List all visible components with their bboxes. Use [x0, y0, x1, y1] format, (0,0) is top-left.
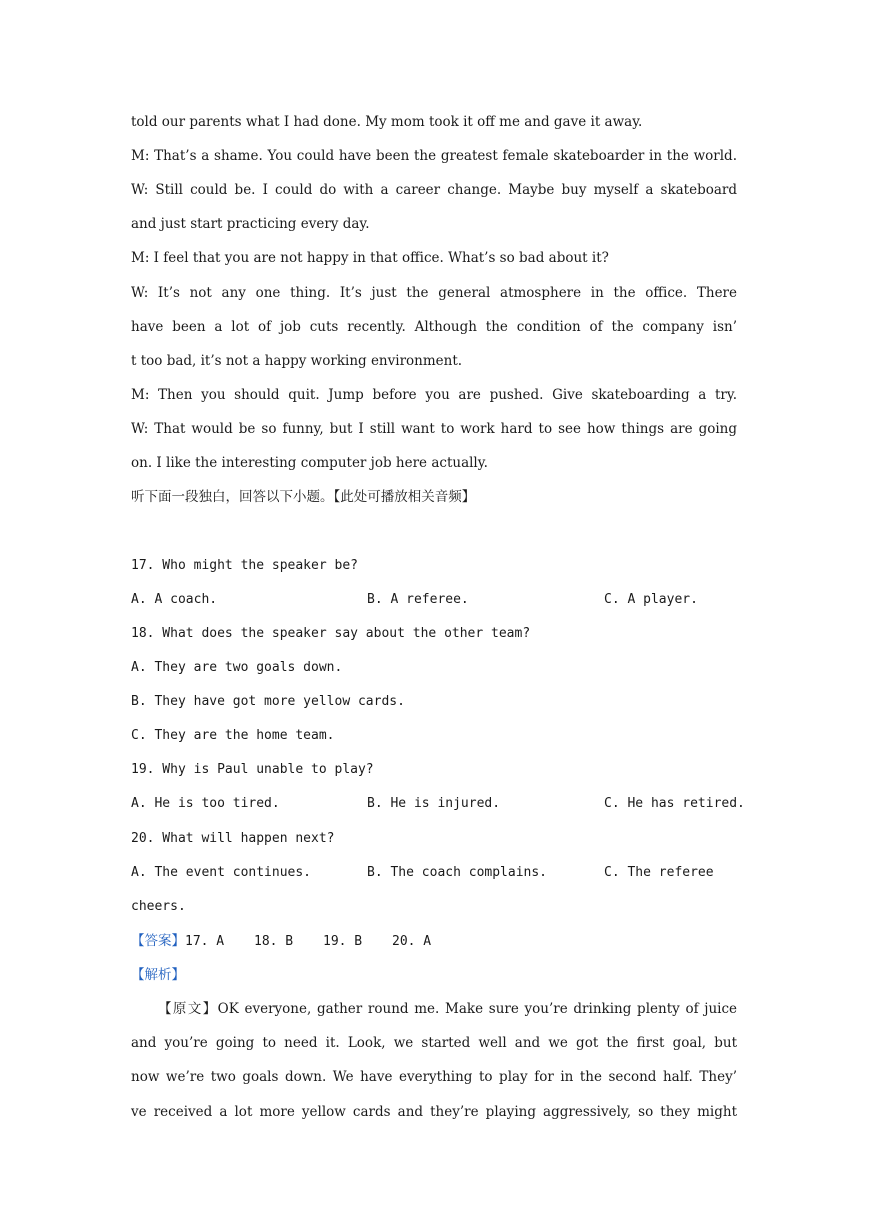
option-c: C. A player. — [604, 592, 698, 607]
dialogue-line: on. I like the interesting computer job here actually. — [131, 455, 488, 471]
dialogue-line: told our parents what I had done. My mom took it off me and gave it away. — [131, 114, 643, 130]
answer-item: 20. A — [392, 934, 432, 949]
option-b: B. They have got more yellow cards. — [131, 694, 405, 709]
option-continuation: cheers. — [131, 899, 186, 914]
transcript-line: ve received a lot more yellow cards and they’re playing aggressively, so they might — [131, 1104, 737, 1120]
dialogue-line: have been a lot of job cuts recently. Although the condition of the company isn’ — [131, 319, 737, 335]
transcript-text: OK everyone, gather round me. Make sure you’re drinking plenty of juice — [217, 1001, 738, 1017]
dialogue-line: t too bad, it’s not a happy working environment. — [131, 353, 463, 369]
answer-row — [131, 931, 737, 952]
section-intro: 听下面一段独白，回答以下小题。【此处可播放相关音频】 — [131, 489, 476, 505]
option-a: A. They are two goals down. — [131, 660, 343, 675]
option-c: C. They are the home team. — [131, 728, 335, 743]
answer-item: 17. A — [185, 934, 225, 949]
dialogue-line: W: That would be so funny, but I still want to work hard to see how things are going — [131, 421, 737, 437]
question-stem: 18. What does the speaker say about the other team? — [131, 626, 531, 641]
transcript-line: now we’re two goals down. We have everything to play for in the second half. They’ — [131, 1069, 737, 1085]
option-a: A. The event continues. — [131, 865, 312, 880]
option-c: C. The referee — [604, 865, 714, 880]
transcript-line — [131, 999, 737, 1019]
option-b: B. The coach complains. — [367, 865, 548, 880]
dialogue-line: W: It’s not any one thing. It’s just the general atmosphere in the office. There — [131, 285, 737, 301]
option-c: C. He has retired. — [604, 796, 745, 811]
transcript-label: 【原文】 — [158, 1001, 218, 1017]
question-stem: 19. Why is Paul unable to play? — [131, 762, 374, 777]
option-b: B. He is injured. — [367, 796, 501, 811]
answer-label: 【答案】 — [131, 933, 185, 949]
question-stem: 17. Who might the speaker be? — [131, 558, 358, 573]
option-a: A. He is too tired. — [131, 796, 280, 811]
answer-item: 19. B — [323, 934, 363, 949]
option-b: B. A referee. — [367, 592, 469, 607]
question-stem: 20. What will happen next? — [131, 831, 335, 846]
answer-item: 18. B — [254, 934, 294, 949]
dialogue-line: W: Still could be. I could do with a career change. Maybe buy myself a skateboard — [131, 182, 737, 198]
option-a: A. A coach. — [131, 592, 218, 607]
dialogue-line: M: That’s a shame. You could have been the greatest female skateboarder in the world. — [131, 148, 737, 164]
dialogue-line: M: I feel that you are not happy in that office. What’s so bad about it? — [131, 250, 609, 266]
analysis-label: 【解析】 — [131, 967, 185, 983]
dialogue-line: and just start practicing every day. — [131, 216, 370, 232]
transcript-line: and you’re going to need it. Look, we started well and we got the first goal, but — [131, 1035, 737, 1051]
dialogue-line: M: Then you should quit. Jump before you are pushed. Give skateboarding a try. — [131, 387, 737, 403]
